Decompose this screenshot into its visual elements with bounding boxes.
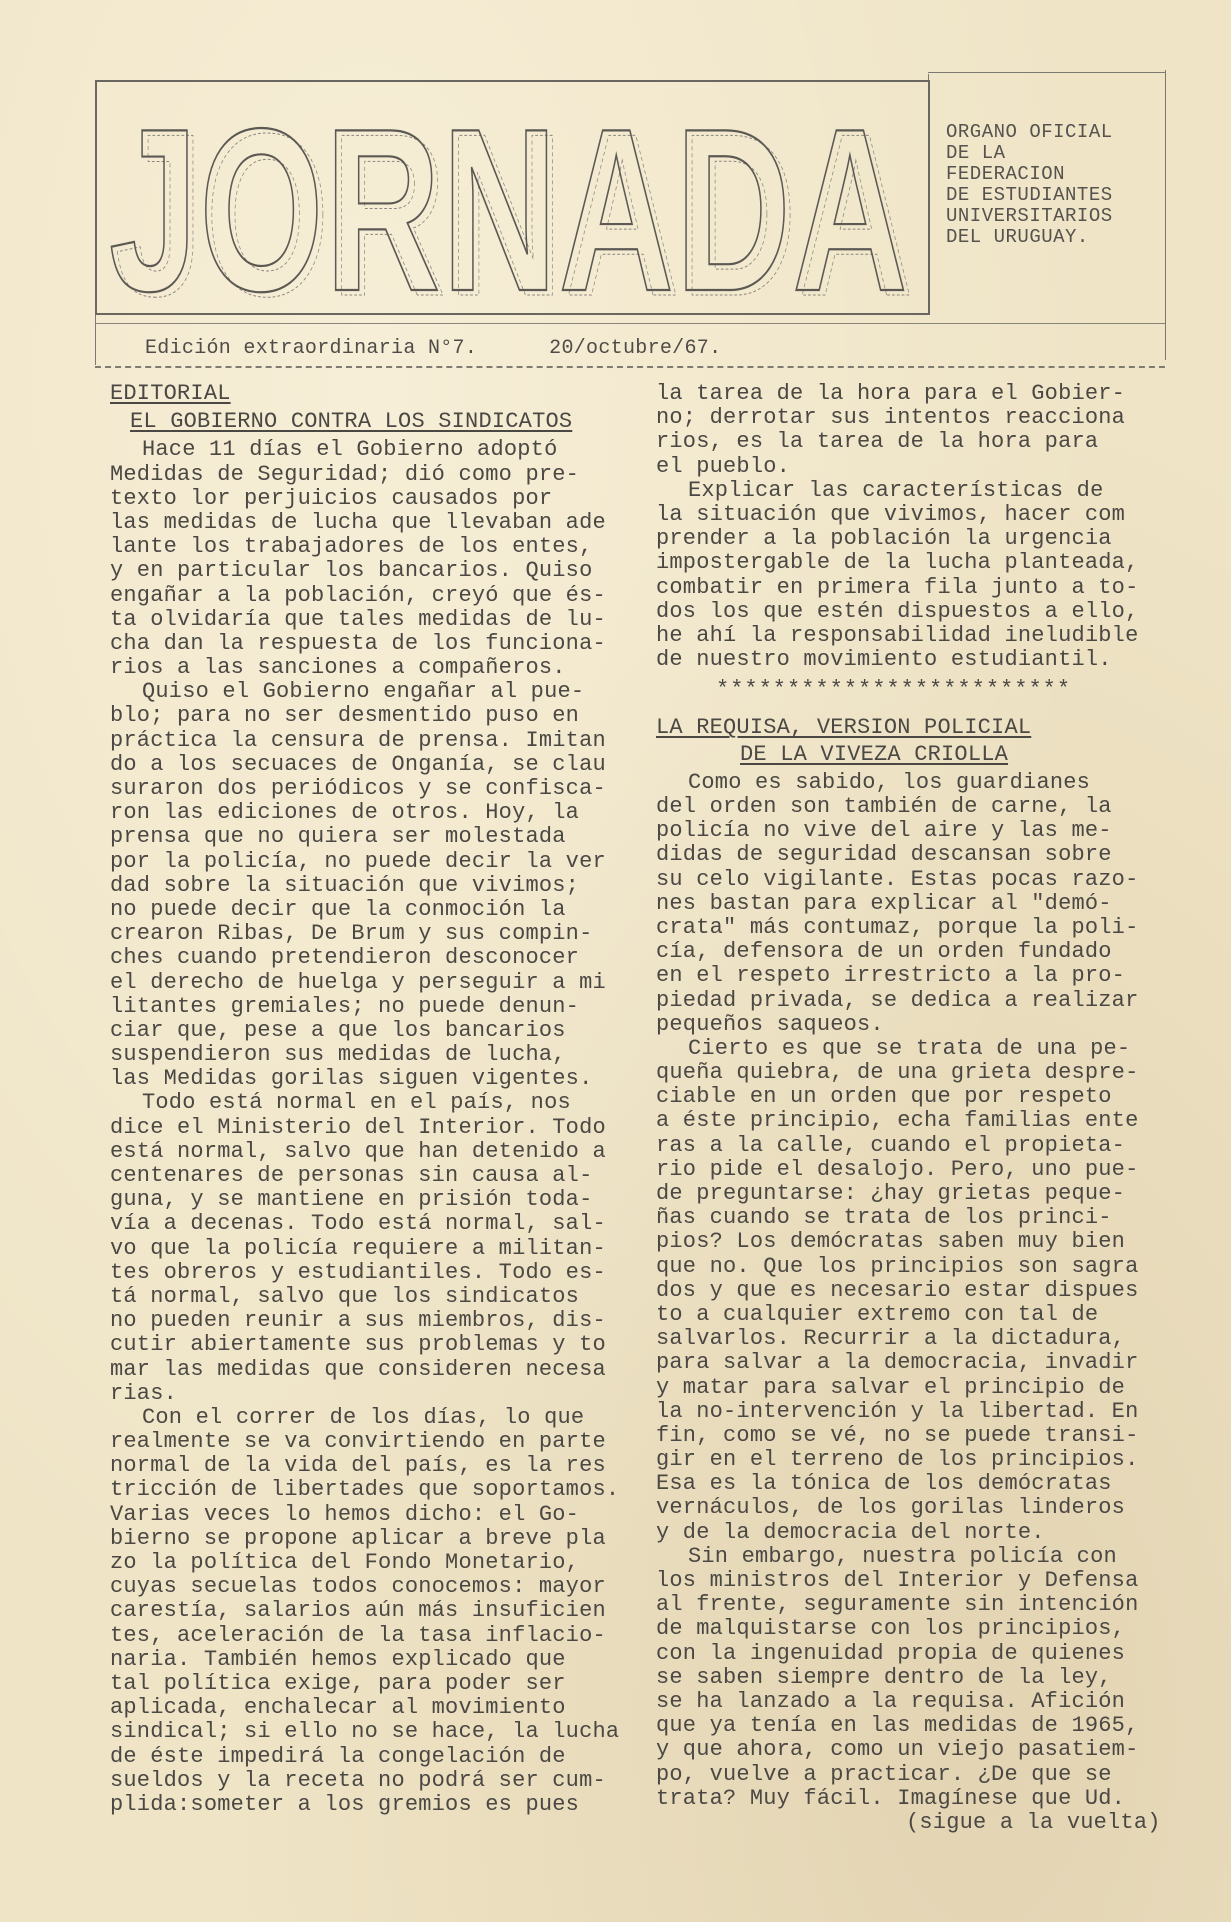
text-line: práctica la censura de prensa. Imitan (110, 727, 606, 753)
masthead (95, 80, 930, 315)
text-line: ta olvidaría que tales medidas de lu- (110, 606, 606, 632)
text-line: tes, aceleración de la tasa inflacio- (110, 1622, 606, 1648)
text-line: po, vuelve a practicar. ¿De que se (656, 1761, 1112, 1787)
section-label: EDITORIAL (110, 381, 231, 406)
text-line: normal de la vida del país, es la res (110, 1453, 606, 1479)
text-line: pios? Los demócratas saben muy bien (656, 1229, 1126, 1255)
text-line: engañar a la población, creyó que és- (110, 582, 606, 608)
organ-line: UNIVERSITARIOS (946, 205, 1113, 227)
text-line: de preguntarse: ¿hay grietas peque- (656, 1181, 1126, 1206)
text-line: cía, defensora de un orden fundado (656, 939, 1112, 965)
text-line: impostergable de la lucha planteada, (656, 550, 1139, 576)
text-line: dos los que estén dispuestos a ello, (656, 598, 1139, 624)
text-line: prensa que no quiera ser molestada (110, 824, 566, 850)
frame-line (928, 72, 1166, 73)
text-line: ras a la calle, cuando el propieta- (656, 1132, 1126, 1158)
text-line: por la policía, no puede decir la ver (110, 848, 606, 874)
organ-line: ORGANO OFICIAL (946, 121, 1113, 143)
text-line: cha dan la respuesta de los funciona- (110, 630, 606, 656)
text-line: suraron dos periódicos y se confisca- (110, 776, 606, 801)
text-line: bierno se propone aplicar a breve pla (110, 1525, 606, 1551)
text-line: el derecho de huelga y perseguir a mi (110, 969, 606, 995)
text-line: de nuestro movimiento estudiantil. (656, 647, 1112, 673)
text-line: las medidas de lucha que llevaban ade (110, 509, 606, 535)
editorial-title: EL GOBIERNO CONTRA LOS SINDICATOS (130, 409, 573, 435)
requisa-title: LA REQUISA, VERSION POLICIAL (656, 715, 1032, 741)
text-line: crearon Ribas, De Brum y sus compin- (110, 921, 593, 947)
jornada-logo (105, 100, 925, 310)
text-line: tal política exige, para poder ser (110, 1670, 566, 1696)
text-line: pequeños saqueos. (656, 1011, 884, 1037)
text-line: en el respeto irrestricto a la pro- (656, 963, 1126, 989)
text-line: Como es sabido, los guardianes (688, 769, 1091, 795)
text-line: Cierto es que se trata de una pe- (688, 1035, 1131, 1061)
text-line: vo que la policía requiere a militan- (110, 1235, 606, 1261)
organ-line: DE LA (946, 142, 1006, 164)
text-line: ñas cuando se trata de los princi- (656, 1205, 1112, 1231)
text-line: y que ahora, como un viejo pasatiem- (656, 1737, 1139, 1763)
text-line: se saben siempre dentro de la ley, (656, 1664, 1112, 1690)
text-line: combatir en primera fila junto a to- (656, 574, 1139, 600)
text-line: Quiso el Gobierno engañar al pue- (142, 679, 585, 705)
text-line: y de la democracia del norte. (656, 1519, 1045, 1545)
text-line: prender a la población la urgencia (656, 526, 1112, 552)
text-line: policía no vive del aire y las me- (656, 818, 1112, 844)
edition-line (145, 337, 721, 360)
text-line: litantes gremiales; no puede denun- (110, 993, 580, 1019)
text-line: que no. Que los principios son sagra (656, 1253, 1139, 1279)
text-line: trata? Muy fácil. Imagínese que Ud. (656, 1785, 1126, 1811)
text-line: la no-intervención y la libertad. En (656, 1398, 1139, 1424)
text-line: para salvar a la democracia, invadir (656, 1350, 1139, 1376)
continued-note: (sigue a la vuelta) (906, 1809, 1161, 1835)
text-line: su celo vigilante. Estas pocas razo- (656, 866, 1139, 892)
text-line: blo; para no ser desmentido puso en (110, 703, 580, 729)
divider (95, 366, 1165, 368)
text-line: ron las ediciones de otros. Hoy, la (110, 800, 580, 826)
separator-stars: ************************* (716, 677, 1072, 703)
edition-number: Edición extraordinaria N°7. (145, 337, 478, 360)
text-line: de malquistarse con los principios, (656, 1616, 1126, 1642)
text-line: con la ingenuidad propia de quienes (656, 1640, 1126, 1666)
text-line: ciar que, pese a que los bancarios (110, 1017, 566, 1043)
text-line: a éste principio, echa familias ente (656, 1108, 1139, 1134)
text-line: rios, es la tarea de la hora para (656, 429, 1099, 455)
text-line: no puede decir que la conmoción la (110, 896, 566, 922)
text-line: Hace 11 días el Gobierno adoptó (142, 437, 558, 463)
text-line: mar las medidas que consideren necesa (110, 1356, 606, 1382)
text-line: y matar para salvar el principio de (656, 1374, 1126, 1400)
text-line: plida:someter a los gremios es pues (110, 1791, 580, 1817)
text-line: Sin embargo, nuestra policía con (688, 1543, 1117, 1569)
logo-title: JORNADA (109, 100, 909, 310)
organ-line: FEDERACION (946, 163, 1066, 185)
text-line: fin, como se vé, no se puede transi- (656, 1422, 1139, 1448)
text-line: Medidas de Seguridad; dió como pre- (110, 461, 580, 487)
text-line: las Medidas gorilas siguen vigentes. (110, 1066, 593, 1092)
requisa-body (656, 771, 1176, 1811)
text-line: texto lor perjuicios causados por (110, 485, 553, 511)
text-line: centenares de personas sin causa al- (110, 1163, 593, 1188)
text-line: Explicar las características de (688, 477, 1104, 503)
text-line: rios a las sanciones a compañeros. (110, 655, 566, 681)
edition-date: 20/octubre/67. (549, 337, 722, 360)
text-line: to a cualquier extremo con tal de (656, 1301, 1099, 1327)
text-line: zo la política del Fondo Monetario, (110, 1550, 580, 1575)
text-line: suspendieron sus medidas de lucha, (110, 1042, 566, 1068)
text-line: que ya tenía en las medidas de 1965, (656, 1713, 1139, 1739)
text-line: cuyas secuelas todos conocemos: mayor (110, 1574, 606, 1600)
text-line: piedad privada, se dedica a realizar (656, 987, 1139, 1013)
text-line: sindical; si ello no se hace, la lucha (110, 1719, 620, 1745)
text-line: didas de seguridad descansan sobre (656, 842, 1112, 868)
text-line: nes bastan para explicar al "demó- (656, 890, 1112, 916)
text-line: la situación que vivimos, hacer com (656, 501, 1126, 527)
text-line: guna, y se mantiene en prisión toda- (110, 1187, 593, 1213)
text-line: la tarea de la hora para el Gobier- (656, 381, 1126, 406)
text-line: gir en el terreno de los principios. (656, 1447, 1139, 1473)
text-line: cutir abiertamente sus problemas y to (110, 1332, 606, 1358)
text-line: se ha lanzado a la requisa. Afición (656, 1688, 1126, 1714)
text-line: tricción de libertades que soportamos. (110, 1477, 620, 1503)
text-line: do a los secuaces de Onganía, se clau (110, 751, 606, 777)
text-line: lante los trabajadores de los entes, (110, 534, 593, 560)
organ-line: DE ESTUDIANTES (946, 184, 1113, 206)
text-line: carestía, salarios aún más insuficien (110, 1598, 606, 1624)
text-line: al frente, seguramente sin intención (656, 1592, 1139, 1618)
text-line: dos y que es necesario estar dispues (656, 1277, 1139, 1303)
text-line: no; derrotar sus intentos reacciona (656, 405, 1126, 431)
text-line: Con el correr de los días, lo que (142, 1404, 585, 1430)
text-line: Esa es la tónica de los demócratas (656, 1471, 1112, 1497)
text-line: Varias veces lo hemos dicho: el Go- (110, 1501, 580, 1527)
text-line: y en particular los bancarios. Quiso (110, 558, 593, 584)
text-line: vernáculos, de los gorilas linderos (656, 1495, 1126, 1521)
text-line: los ministros del Interior y Defensa (656, 1568, 1139, 1593)
editorial-column (110, 382, 630, 1817)
right-column (656, 382, 1176, 1835)
text-line: he ahí la responsabilidad ineludible (656, 622, 1139, 648)
text-line: realmente se va convirtiendo en parte (110, 1429, 606, 1455)
logo-outline-shadow: JORNADA (115, 100, 915, 310)
text-line: crata" más contumaz, porque la poli- (656, 914, 1139, 940)
editorial-continuation (656, 382, 1176, 672)
text-line: salvarlos. Recurrir a la dictadura, (656, 1326, 1126, 1352)
text-line: dice el Ministerio del Interior. Todo (110, 1114, 606, 1140)
text-line: Todo está normal en el país, nos (142, 1090, 571, 1116)
requisa-subtitle: DE LA VIVEZA CRIOLLA (740, 741, 1009, 767)
organ-line: DEL URUGUAY. (946, 226, 1089, 248)
text-line: no pueden reunir a sus miembros, dis- (110, 1308, 606, 1334)
text-line: queña quiebra, de una grieta despre- (656, 1060, 1139, 1086)
text-line: tá normal, salvo que los sindicatos (110, 1283, 580, 1309)
text-line: del orden son también de carne, la (656, 794, 1112, 819)
text-line: aplicada, enchalecar al movimiento (110, 1695, 566, 1721)
text-line: rio pide el desalojo. Pero, uno pue- (656, 1156, 1139, 1182)
divider (95, 323, 1165, 324)
text-line: rias. (110, 1380, 178, 1406)
text-line: dad sobre la situación que vivimos; (110, 872, 580, 898)
organ-statement (946, 122, 1186, 248)
text-line: está normal, salvo que han detenido a (110, 1138, 606, 1164)
text-line: ches cuando pretendieron desconocer (110, 945, 580, 971)
text-line: el pueblo. (656, 453, 791, 479)
text-line: vía a decenas. Todo está normal, sal- (110, 1211, 606, 1237)
text-line: de éste impedirá la congelación de (110, 1743, 566, 1769)
text-line: sueldos y la receta no podrá ser cum- (110, 1767, 606, 1793)
text-line: naria. También hemos explicado que (110, 1646, 566, 1672)
text-line: tes obreros y estudiantiles. Todo es- (110, 1259, 606, 1285)
editorial-body (110, 438, 630, 1817)
text-line: ciable en un orden que por respeto (656, 1084, 1112, 1110)
